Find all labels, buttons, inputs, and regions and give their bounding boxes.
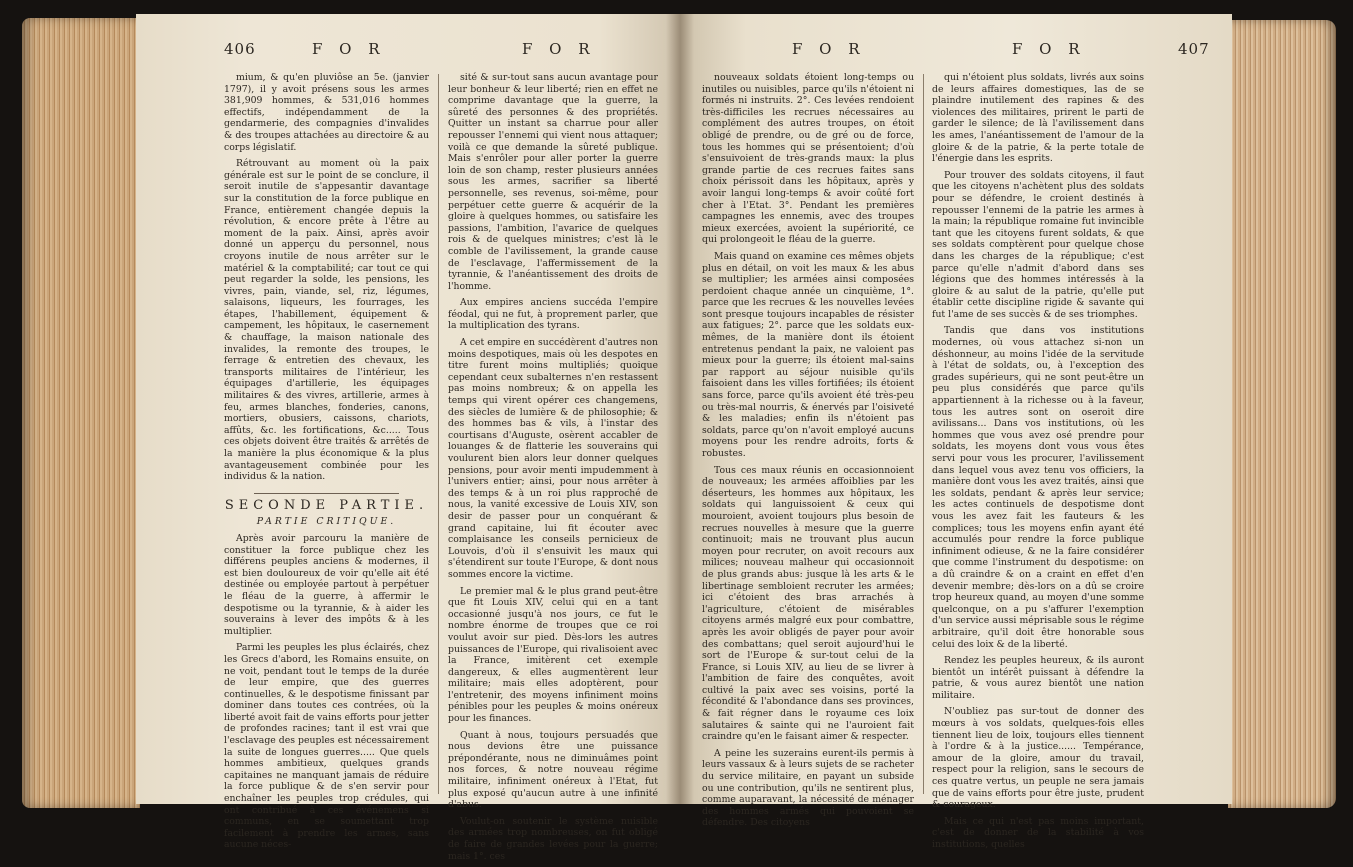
- section-subtitle: PARTIE CRITIQUE.: [256, 516, 397, 528]
- paragraph: Mais ce qui n'est pas moins important, c'est de donner de la stabilité à vos institutions, quelles: [932, 815, 1144, 850]
- paragraph: Aux empires anciens succéda l'empire féodal, qui ne fut, à proprement parler, que la multiplication des tyrans.: [448, 297, 658, 332]
- book-gutter: [666, 14, 694, 804]
- column-divider: [438, 74, 439, 794]
- paragraph: Quant à nous, toujours persuadés que nous devions être une puissance prépondérante, nous ne diminuâmes point nos forces, & notre nouveau régime militaire, infiniment onéreux à l'Etat, fut plus exposé qu'aucun autre à une infinité d'abus.: [448, 729, 658, 811]
- left-column-2: [448, 72, 658, 867]
- paragraph: qui n'étoient plus soldats, livrés aux soins de leurs affaires domestiques, las de se plaindre inutilement des rapines & des violences des militaires, prirent le parti de garder le silence; de là l'avilissement dans les ames, l'anéantissement de l'amour de la gloire & de la patrie, & la perte totale de l'énergie dans les esprits.: [932, 72, 1144, 165]
- left-running-head-2: F O R: [522, 40, 596, 58]
- section-rule: [254, 493, 399, 494]
- left-column-1: [224, 72, 429, 856]
- section-title: SECONDE PARTIE.: [224, 497, 429, 513]
- paragraph: Après avoir parcouru la manière de constituer la force publique chez les différens peuples anciens & modernes, il est bien douloureux de voir qu'elle ait été destinée ou employée partout à perpétuer le fléau de la guerre, à affermir le despotisme ou la tyrannie, & à aider les souverains à lever des impôts & à les multiplier.: [224, 532, 429, 637]
- right-page: [680, 14, 1232, 850]
- right-column-2: [932, 72, 1144, 856]
- column-divider: [923, 74, 924, 794]
- paragraph: Tous ces maux réunis en occasionnoient de nouveaux; les armées affoiblies par les déserteurs, les hommes aux hôpitaux, les soldats qui languissoient & ceux qui mouroient, avoient toujours plus besoin de recrues nouvelles à mesure que la guerre continuoit; mais ne trouvant plus aucun moyen pour recruter, on avoit recours aux milices; nouveau malheur qui occasionnoit de plus grands abus: jusque là les arts & le libertinage sembloient recruter les armées; ici c'étoient des bras arrachés à l'agriculture, c'étoient de misérables citoyens armés malgré eux pour combattre, après les avoir obligés de payer pour avoir des combattans; quel seroit aujourd'hui le sort de l'Europe & sur-tout celui de la France, si Louis XIV, au lieu de se livrer à l'ambition de faire des conquêtes, avoit cultivé la paix avec ses voisins, porté la fécondité & l'abondance dans ses provinces, & fait régner dans le royaume ces loix salutaires & sainte qui ne l'auroient fait craindre qu'en le faisant aimer & respecter.: [702, 464, 914, 743]
- paragraph: Tandis que dans vos institutions modernes, où vous attachez si-non un déshonneur, au moins l'idée de la servitude à l'état de soldats, ou, à l'exception des grades supérieurs, qui ne sont peut-être un peu plus considérés que parce qu'ils appartiennent à la richesse ou à la faveur, tous les autres sont on oseroit dire avilissans... Dans vos institutions, où les hommes que vous avez osé prendre pour soldats, les moyens dont vous vous êtes servi pour vous les procurer, l'avilissement dans lequel vous avez tenu vos officiers, la manière dont vous les avez traités, ainsi que les soldats, pendant & après leur service; les actes continuels de despotisme dont vous les avez fait les fauteurs & les complices; tous les moyens enfin ayant été accumulés pour rendre la force publique infiniment odieuse, & ne la faire considérer que comme l'instrument du despotisme: on a dû craindre & on a craint en effet d'en devenir membre; dès-lors on a dû se croire trop heureux quand, au moyen d'une somme quelconque, on a pu s'affurer l'exemption d'un service aussi méprisable sous le régime arbitraire, qu'il doit être honorable sous celui des loix & de la liberté.: [932, 325, 1144, 650]
- right-running-head-2: F O R: [1012, 40, 1086, 58]
- paragraph: Voulut-on soutenir le système nuisible des armées trop nombreuses, on fut obligé de faire de grandes levées pour la guerre; mais 1°. ces: [448, 815, 658, 862]
- paragraph: sité & sur-tout sans aucun avantage pour leur bonheur & leur liberté; rien en effet ne comprime davantage que la guerre, la sûreté des personnes & des propriétés. Quitter un instant sa charrue pour aller repousser l'ennemi qui vient nous attaquer; voilà ce que demande la sûreté publique. Mais s'enrôler pour aller porter la guerre loin de son champ, rester plusieurs années sous les armes, sacrifier sa liberté personnelle, ses revenus, soi-même, pour perpétuer cette guerre & acquérir de la gloire à quelques hommes, ou satisfaire les passions, l'ambition, l'avarice de quelques rois & de quelques ministres; c'est là le comble de l'avilissement, la grande cause de l'esclavage, l'affermissement de la tyrannie, & l'anéantissement des droits de l'homme.: [448, 72, 658, 292]
- paragraph: Mais quand on examine ces mêmes objets plus en détail, on voit les maux & les abus se multiplier; les armées ainsi composées perdoient chaque année un cinquième, 1°. parce que les recrues & les nouvelles levées sont presque toujours incapables de résister aux fatigues; 2°. parce que les soldats eux-mêmes, de la manière dont ils étoient entretenus pendant la paix, ne valoient pas mieux pour la guerre; ils étoient mal-sains par rapport au séjour nuisible qu'ils faisoient dans les villes fortifiées; ils étoient sans force, parce qu'ils avoient été très-peu ou très-mal nourris, & énervés par l'oisiveté & les maladies; enfin ils n'étoient pas soldats, parce qu'on n'avoit employé aucuns moyens pour les rendre adroits, forts & robustes.: [702, 250, 914, 459]
- paragraph: nouveaux soldats étoient long-temps ou inutiles ou nuisibles, parce qu'ils n'étoient ni formés ni instruits. 2°. Ces levées rendoient très-difficiles les recrues nécessaires au complément des autres troupes, on étoit obligé de prendre, ou de gré ou de force, tous les hommes qui se présentoient; d'où s'ensuivoient de très-grands maux: la plus grande partie de ces recrues faites sans choix périssoit dans les hôpitaux, après y avoir langui long-temps & avoir coûté fort cher à l'Etat. 3°. Pendant les premières campagnes les ennemis, avec des troupes mieux exercées, avoient la supériorité, ce qui prolongeoit le fléau de la guerre.: [702, 72, 914, 246]
- paragraph: A cet empire en succédèrent d'autres non moins despotiques, mais où les despotes en titre furent moins multipliés; quoique cependant ceux subalternes n'en restassent pas moins nombreux; & on appella les temps qui virent opérer ces changemens, des siècles de lumière & de philosophie; & des hommes bas & vils, à l'instar des courtisans d'Auguste, osèrent accabler de louanges & de flatterie les souverains qui voulurent bien alors leur donner quelques pensions, pour avoir menti impudemment à l'univers entier; ainsi, pour nous arrêter à des temps & à un roi plus rapproché de nous, la vanité excessive de Louis XIV, son desir de passer pour un conquérant & grand capitaine, lui fit écouter avec complaisance les conseils pernicieux de Louvois, d'où il s'ensuivit les maux qui s'étendirent sur toute l'Europe, & dont nous sommes encore la victime.: [448, 337, 658, 580]
- left-page-number: 406: [224, 40, 256, 58]
- paragraph: Le premier mal & le plus grand peut-être que fit Louis XIV, celui qui en a tant occasionné jusqu'à nos jours, ce fut le nombre énorme de troupes que ce roi voulut avoir sur pied. Dès-lors les autres puissances de l'Europe, qui rivalisoient avec la France, imitèrent cet exemple dangereux, & elles augmentèrent leur militaire; mais elles adoptèrent, pour l'entretenir, des moyens infiniment moins pénibles pour les peuples & moins onéreux pour les finances.: [448, 585, 658, 725]
- paragraph: Pour trouver des soldats citoyens, il faut que les citoyens n'achètent plus des soldats pour se défendre, le croient destinés à repousser l'ennemi de la patrie les armes à la main; la république romaine fut invincible tant que les citoyens furent soldats, & que ses soldats comptèrent pour quelque chose dans les charges de la république; c'est parce qu'elle n'admit d'abord dans ses légions que des hommes intéressés à la gloire & au salut de la patrie, qu'elle put établir cette discipline rigide & savante qui fut l'ame de ses succès & de ses triomphes.: [932, 169, 1144, 320]
- paragraph: Rétrouvant au moment où la paix générale est sur le point de se conclure, il seroit inutile de s'appesantir davantage sur la constitution de la force publique en France, entièrement changée depuis la révolution, & encore prête à l'être au moment de la paix. Ainsi, après avoir donné un apperçu du personnel, nous croyons inutile de nous arrêter sur le matériel & la comptabilité; car tout ce qui peut regarder la solde, les pensions, les vivres, pain, viande, sel, riz, légumes, salaisons, liqueurs, les fourrages, les étapes, l'habillement, équipement & campement, les hôpitaux, le casernement & chauffage, la maison nationale des invalides, la remonte des troupes, le ferrage & entretien des chevaux, les transports militaires de l'intérieur, les équipages d'artillerie, les équipages militaires & des vivres, artillerie, armes à feu, armes blanches, fonderies, canons, mortiers, obusiers, caissons, chariots, affûts, &c. les fortifications, &c..... Tous ces objets doivent être traités & arrêtés de la manière la plus économique & la plus avantageusement combinée pour les individus & la nation.: [224, 158, 429, 483]
- paragraph: A peine les suzerains eurent-ils permis à leurs vassaux & à leurs sujets de se racheter du service militaire, en payant un subside ou une contribution, qu'ils ne sentirent plus, comme auparavant, la nécessité de ménager des hommes armés qui pouvoient se défendre. Des citoyens: [702, 747, 914, 829]
- left-running-head: F O R: [312, 40, 386, 58]
- left-page: [136, 14, 681, 862]
- right-running-head: F O R: [792, 40, 866, 58]
- right-page-edges: [1228, 20, 1336, 808]
- paragraph: N'oubliez pas sur-tout de donner des mœurs à vos soldats, quelques-fois elles tiennent lieu de loix, toujours elles tiennent à l'ordre & à la justice...... Tempérance, amour de la gloire, amour du travail, respect pour la religion, sans le secours de ces quatre vertus, un peuple ne sera jamais que de vains efforts pour être juste, prudent & courageux.: [932, 706, 1144, 811]
- paragraph: Parmi les peuples les plus éclairés, chez les Grecs d'abord, les Romains ensuite, on ne voit, pendant tout le temps de la durée de leur empire, que des guerres continuelles, & le despotisme finissant par dominer dans toutes ces contrées, où la liberté avoit fait de vains efforts pour jetter de profondes racines; tant il est vrai que l'esclavage des peuples est nécessairement la suite de longues guerres..... Que quels hommes ambitieux, quelques grands capitaines ne manquant jamais de réduire la force publique & de s'en servir pour enchaîner les peuples trop crédules, qui ont contribué à ces événemens si communs, en se soumettant trop facilement à prendre les armes, sans aucune néces-: [224, 642, 429, 851]
- left-page-edges: [22, 18, 140, 808]
- paragraph: Rendez les peuples heureux, & ils auront bientôt un intérêt puissant à défendre la patrie, & vous aurez bientôt une nation militaire.: [932, 655, 1144, 701]
- right-column-1: [702, 72, 914, 834]
- paragraph: mium, & qu'en pluviôse an 5e. (janvier 1797), il y avoit présens sous les armes 381,909 hommes, & 531,016 hommes effectifs, indépendamment de la gendarmerie, des compagnies d'invalides & des troupes attachées au directoire & au corps législatif.: [224, 72, 429, 153]
- right-page-number: 407: [1178, 40, 1210, 58]
